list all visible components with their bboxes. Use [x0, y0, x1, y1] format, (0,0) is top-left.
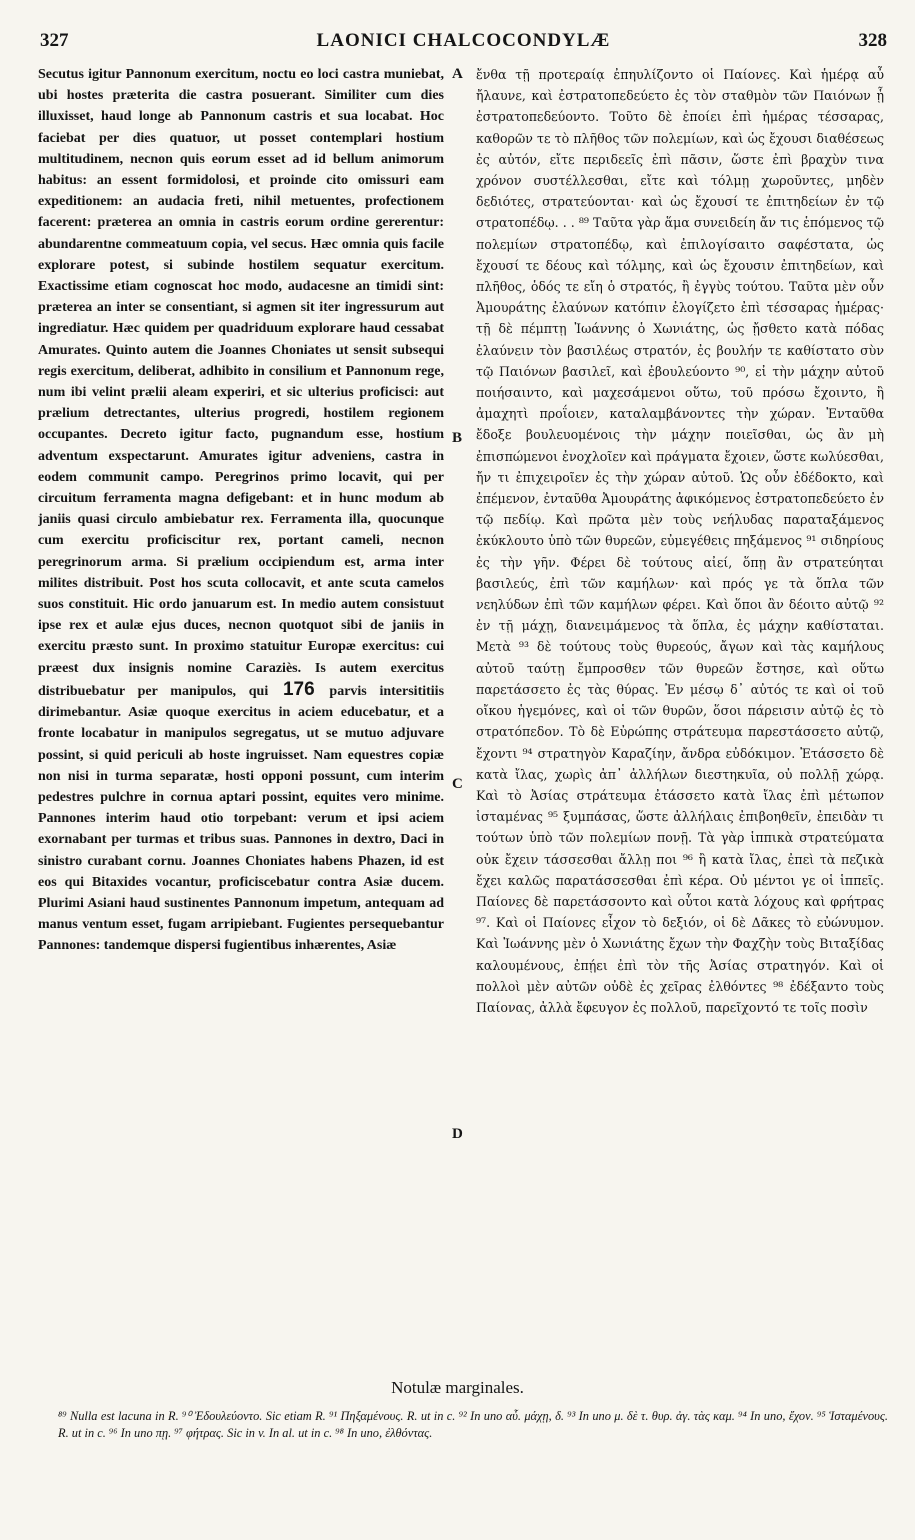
latin-column [38, 64, 444, 1364]
margin-letter-b: B [452, 430, 463, 446]
marginal-notes: ⁸⁹ Nulla est lacuna in R. ⁹⁰ Ἐδουλεύοντο. Sic etiam R. ⁹¹ Πηξαμένους. R. ut in c. ⁹² In uno αὖ. μάχῃ, δ. ⁹³ In uno μ. δὲ τ. θυρ. ἀγ. τὰς καμ. ⁹⁴ In uno, ἔχον. ⁹⁵ Ἱσταμένους. R. ut in c. ⁹⁶ In uno πῃ. ⁹⁷ φήτρας. Sic in v. In al. ut in c. ⁹⁸ In uno, ἐλθόντας. [58, 1409, 888, 1440]
running-title: LAONICI CHALCOCONDYLÆ [316, 30, 611, 51]
greek-column [476, 64, 884, 1364]
page-header [40, 30, 887, 60]
notes-title: Notulæ marginales. [391, 1378, 524, 1397]
greek-text: ἔνθα τῇ προτεραίᾳ ἐπηυλίζοντο οἱ Παίονες. Καὶ ἡμέρᾳ αὖ ἤλαυνε, καὶ ἐστρατοπεδεύετο ἐς τὸν σταθμὸν τῶν Παιόνων ᾗ ἐστρατοπεδεύοντο. Τοῦτο δὲ ἐποίει ἐπὶ ἡμέρας τέσσαρας, καθορῶν τε τὸ πλῆθος τῶν πολεμίων, καὶ ὡς ἔχουσι διαθέσεως ἐς αὐτόν, εἴτε περιδεεῖς ἐπὶ πᾶσιν, ὥστε ἐπὶ βραχὺν τινα χρόνον συστέλλεσθαι, εἴτε καὶ τόλμῃ χωροῦντες, μηδὲν δεδιότες, στρατεύονται· καὶ ὡς ἔχουσί τε ἐπιτηδείων ἐν τῷ στρατοπέδῳ. . . ⁸⁹ Ταῦτα γὰρ ἅμα συνειδείη ἄν τις ἑπόμενος τῷ πολεμίων στρατοπέδῳ, καὶ ἐπιλογίσαιτο σαφέστατα, ὡς ἔχουσί τε δέους καὶ τόλμης, καὶ ὡς ἔχουσιν ἐπιτηδείων, καὶ πλῆθος, ὁδός τε εἴη ὁ στρατός, ἢ ἐγγὺς τούτου. Ταῦτα μὲν οὖν Ἀμουράτης ἐλαύνων κατόπιν ἐλογίζετο ἐπὶ τέσσαρας ἡμέρας· τῇ δὲ πέμπτῃ Ἰωάννης ὁ Χωνιάτης, ὡς ᾔσθετο κατὰ πόδας ἐλαύνειν τὸν βασιλέως στρατόν, ἐς βουλήν τε καθίστατο σὺν τῷ Παιόνων βασιλεῖ, καὶ ἐβουλεύοντο ⁹⁰, εἰ τὴν μάχην αὐτοῦ ποιήσαιντο, καὶ μαχεσάμενοι οὕτω, τοῦ πρόσω ἔχοιντο, ἢ ἀμαχητὶ προΐοιεν, καταλαμβάνοντες τὴν χώραν. Ἐνταῦθα ἔδοξε βουλευομένοις τὴν μάχην ποιεῖσθαι, ὡς ἂν μὴ ἐπισπώμενοι ἐνοχλοῖεν καὶ πράγματα ἔχοιεν, ὥστε κωλύεσθαι, ἤν τι ἐπιχειροῖεν ἐς τὴν χώραν αὐτοῦ. Ὡς οὖν ἐδέδοκτο, καὶ ἐπέμενον, ἐνταῦθα Ἀμουράτης ἀφικόμενος ἐστρατοπεδεύετο ἐν τῷ πεδίῳ. Καὶ πρῶτα μὲν τοὺς νεήλυδας παραταξάμενος ἐκύκλουτο ὑπὸ τῶν θυρεῶν, εὐμεγέθεις πηξάμενος ⁹¹ σιδηρίους ἐς τὴν γῆν. Φέρει δὲ τούτους αἰεί, ὅπῃ ἂν στρατεύηται βασιλεύς, ἐπὶ τῶν καμήλων· καὶ πρός γε τὰ ὅπλα τῶν νεηλύδων ἐπὶ τῶν καμήλων φέρει. Καὶ ὅποι ἂν δέοιτο αὐτῷ ⁹² ἐν τῇ μάχῃ, διανειμάμενος τὰ ὅπλα, ἐς μάχην καθίσταται. Μετὰ ⁹³ δὲ τούτους τοὺς θυρεούς, ἄγων καὶ τὰς καμήλους αὐτοῦ ταύτῃ ἔμπροσθεν τῶν θυρεῶν ἔστησε, καὶ οὕτω παρετάσσετο ἐς τὰς θύρας. Ἐν μέσῳ δ᾽ αὐτός τε καὶ οἱ τοῦ οἴκου ἡγεμόνες, καὶ οἱ τῶν θυρῶν, ὅσοι πάρεισιν αὐτῷ ἐς τὸ στρατόπεδον. Τὸ δὲ Εὐρώπης στράτευμα παρεστάσσετο αὐτῷ, ἔχοντι ⁹⁴ στρατηγὸν Καραζίην, ἄνδρα εὐδόκιμον. Ἐτάσσετο δὲ κατὰ ἴλας, χωρὶς ἀπ᾽ ἀλλήλων διεστηκυῖα, οὐ πολλῇ χώρᾳ. Καὶ τὸ Ἀσίας στράτευμα ἐτάσσετο κατὰ ἴλας ἐπὶ μέτωπον ἱσταμένας ⁹⁵ ξυμπάσας, ὥστε ἀλλήλαις ἐπιβοηθεῖν, ἐπειδὰν τι τούτων ὑπὸ τῶν πολεμίων πονῇ. Τὰ γὰρ ἱππικὰ στρατεύματα οὐκ ἔχειν τάσσεσθαι ἄλλῃ ποι ⁹⁶ ἢ κατὰ ἴλας, ἐπεὶ τὰ πεζικὰ ἔχει καλῶς παρατάσσεσθαι ἐπὶ κέρα. Οὐ μέντοι γε οἱ ἱππεῖς. Παίονες δὲ παρετάσσοντο καὶ οὗτοι κατὰ λόχους καὶ φρήτρας ⁹⁷. Καὶ οἱ Παίονες εἶχον τὸ δεξιόν, οἱ δὲ Δᾶκες τὸ εὐώνυμον. Καὶ Ἰωάννης μὲν ὁ Χωνιάτης ἔχων τὴν Φαχζὴν τοὺς Βιταξίδας καλουμένους, ἐπῄει ἐπὶ τὸν τῆς Ἀσίας στρατηγόν. Καὶ οἱ πολλοὶ μὲν αὐτῶν οὐδὲ ἐς χεῖρας ἐλθόντες ⁹⁸ ἐδέξαντο τοὺς Παίονας, ἀλλὰ ἔφευγον ἐς πολλοῦ, παρεῖχοντό τε τοῖς ποσὶν [476, 67, 884, 1015]
margin-letter-c: C [452, 776, 463, 792]
latin-text [38, 64, 444, 957]
margin-letter-a: A [452, 66, 463, 82]
page-number-left: 327 [40, 30, 69, 51]
margin-page-number: 176 [282, 678, 315, 700]
latin-text-part2: parvis intersititiis dirimebantur. Asiæ quoque exercitus in aciem educebatur, et a fronte locabatur in manipulos segregatus, ut se mutuo adjuvare possint, si quid periculi ab hoste ingruisset. Nam equestres copiæ non nisi in turma separatæ, hosti opponi possunt, cum interim pedestres pulchre in cornua aptari possint, equites vero minime. Pannones interim haud otio torpebant: verum et ipsi aciem exornabant per turmas et tribus suas. Pannones in dextro, Daci in sinistro curabant cornu. Joannes Choniates habens Phazen, id est eos qui Bitaxides vocantur, proficiscebatur contra Asiæ ducem. Plurimi Asiani haud sustinentes Pannonum impetum, antequam ad manus ventum esset, fugam arripiebant. Fugientes persequebantur Pannones: tandemque dispersi fugientibus inhærentes, Asiæ [38, 683, 444, 954]
margin-letter-d: D [452, 1126, 463, 1142]
latin-text-part1: Secutus igitur Pannonum exercitum, noctu eo loci castra muniebat, ubi hostes præterita die castra posuerant. Similiter cum dies illuxisset, haud longe ab Pannonum castris et sua locabat. Hoc faciebat per dies quatuor, ut posset contemplari hostium multitudinem, necnon quis eorum esset ad id bellum animorum habitus: an essent formidolosi, et proinde cito omissuri eam expeditionem: an audacia freti, nihil metuentes, profectionem facerent: præterea an omnia in castris eorum ordine gererentur: abundarentne commeatuum copia, vel secus. Hæc omnia quis facile explorare potest, si subinde hostilem sequatur exercitum. Exactissime etiam cognoscat hoc modo, audacesne an timidi sint: præterea an inter se consentiant, si agmen sit iter ingressurum aut ingrediatur. Hæc quidem per quadriduum explorare haud cessabat Amurates. Quinto autem die Joannes Choniates ut sensit subsequi regis exercitum, deliberat, adhibito in consilium et Pannonum rege, num ibi velint prælii aleam experiri, et sic ulterius proficisci: aut prælium detrectantes, ulterius progredi, hostilem regionem occupantes. Decreto igitur facto, pugnandum esse, hostium adventum exspectarunt. Amurates igitur adveniens, castra in eodem communit campo. Peregrinos primo locavit, qui per circuitum ferramenta magna defigebant: et in hunc modum ab janiis quasi circulo ambiebatur rex. Ferramenta illa, quocunque cum exercitu proficiscitur rex, portant cameli, necnon peregrinorum arma. Si prælium occipiendum est, arma inter milites distribuit. Post hos scuta collocavit, et ante scuta camelos suos constituit. Hic ordo januarum est. In medio autem consistuut ipse rex et aulæ ejus duces, necnon quotquot sibi de janiis in exercitu præsto sunt. In proximo statuitur Europæ exercitus: cui præest dux insignis nomine Caraziès. Is autem exercitus distribuebatur per manipulos, qui [38, 67, 444, 699]
page-number-right: 328 [858, 30, 887, 51]
